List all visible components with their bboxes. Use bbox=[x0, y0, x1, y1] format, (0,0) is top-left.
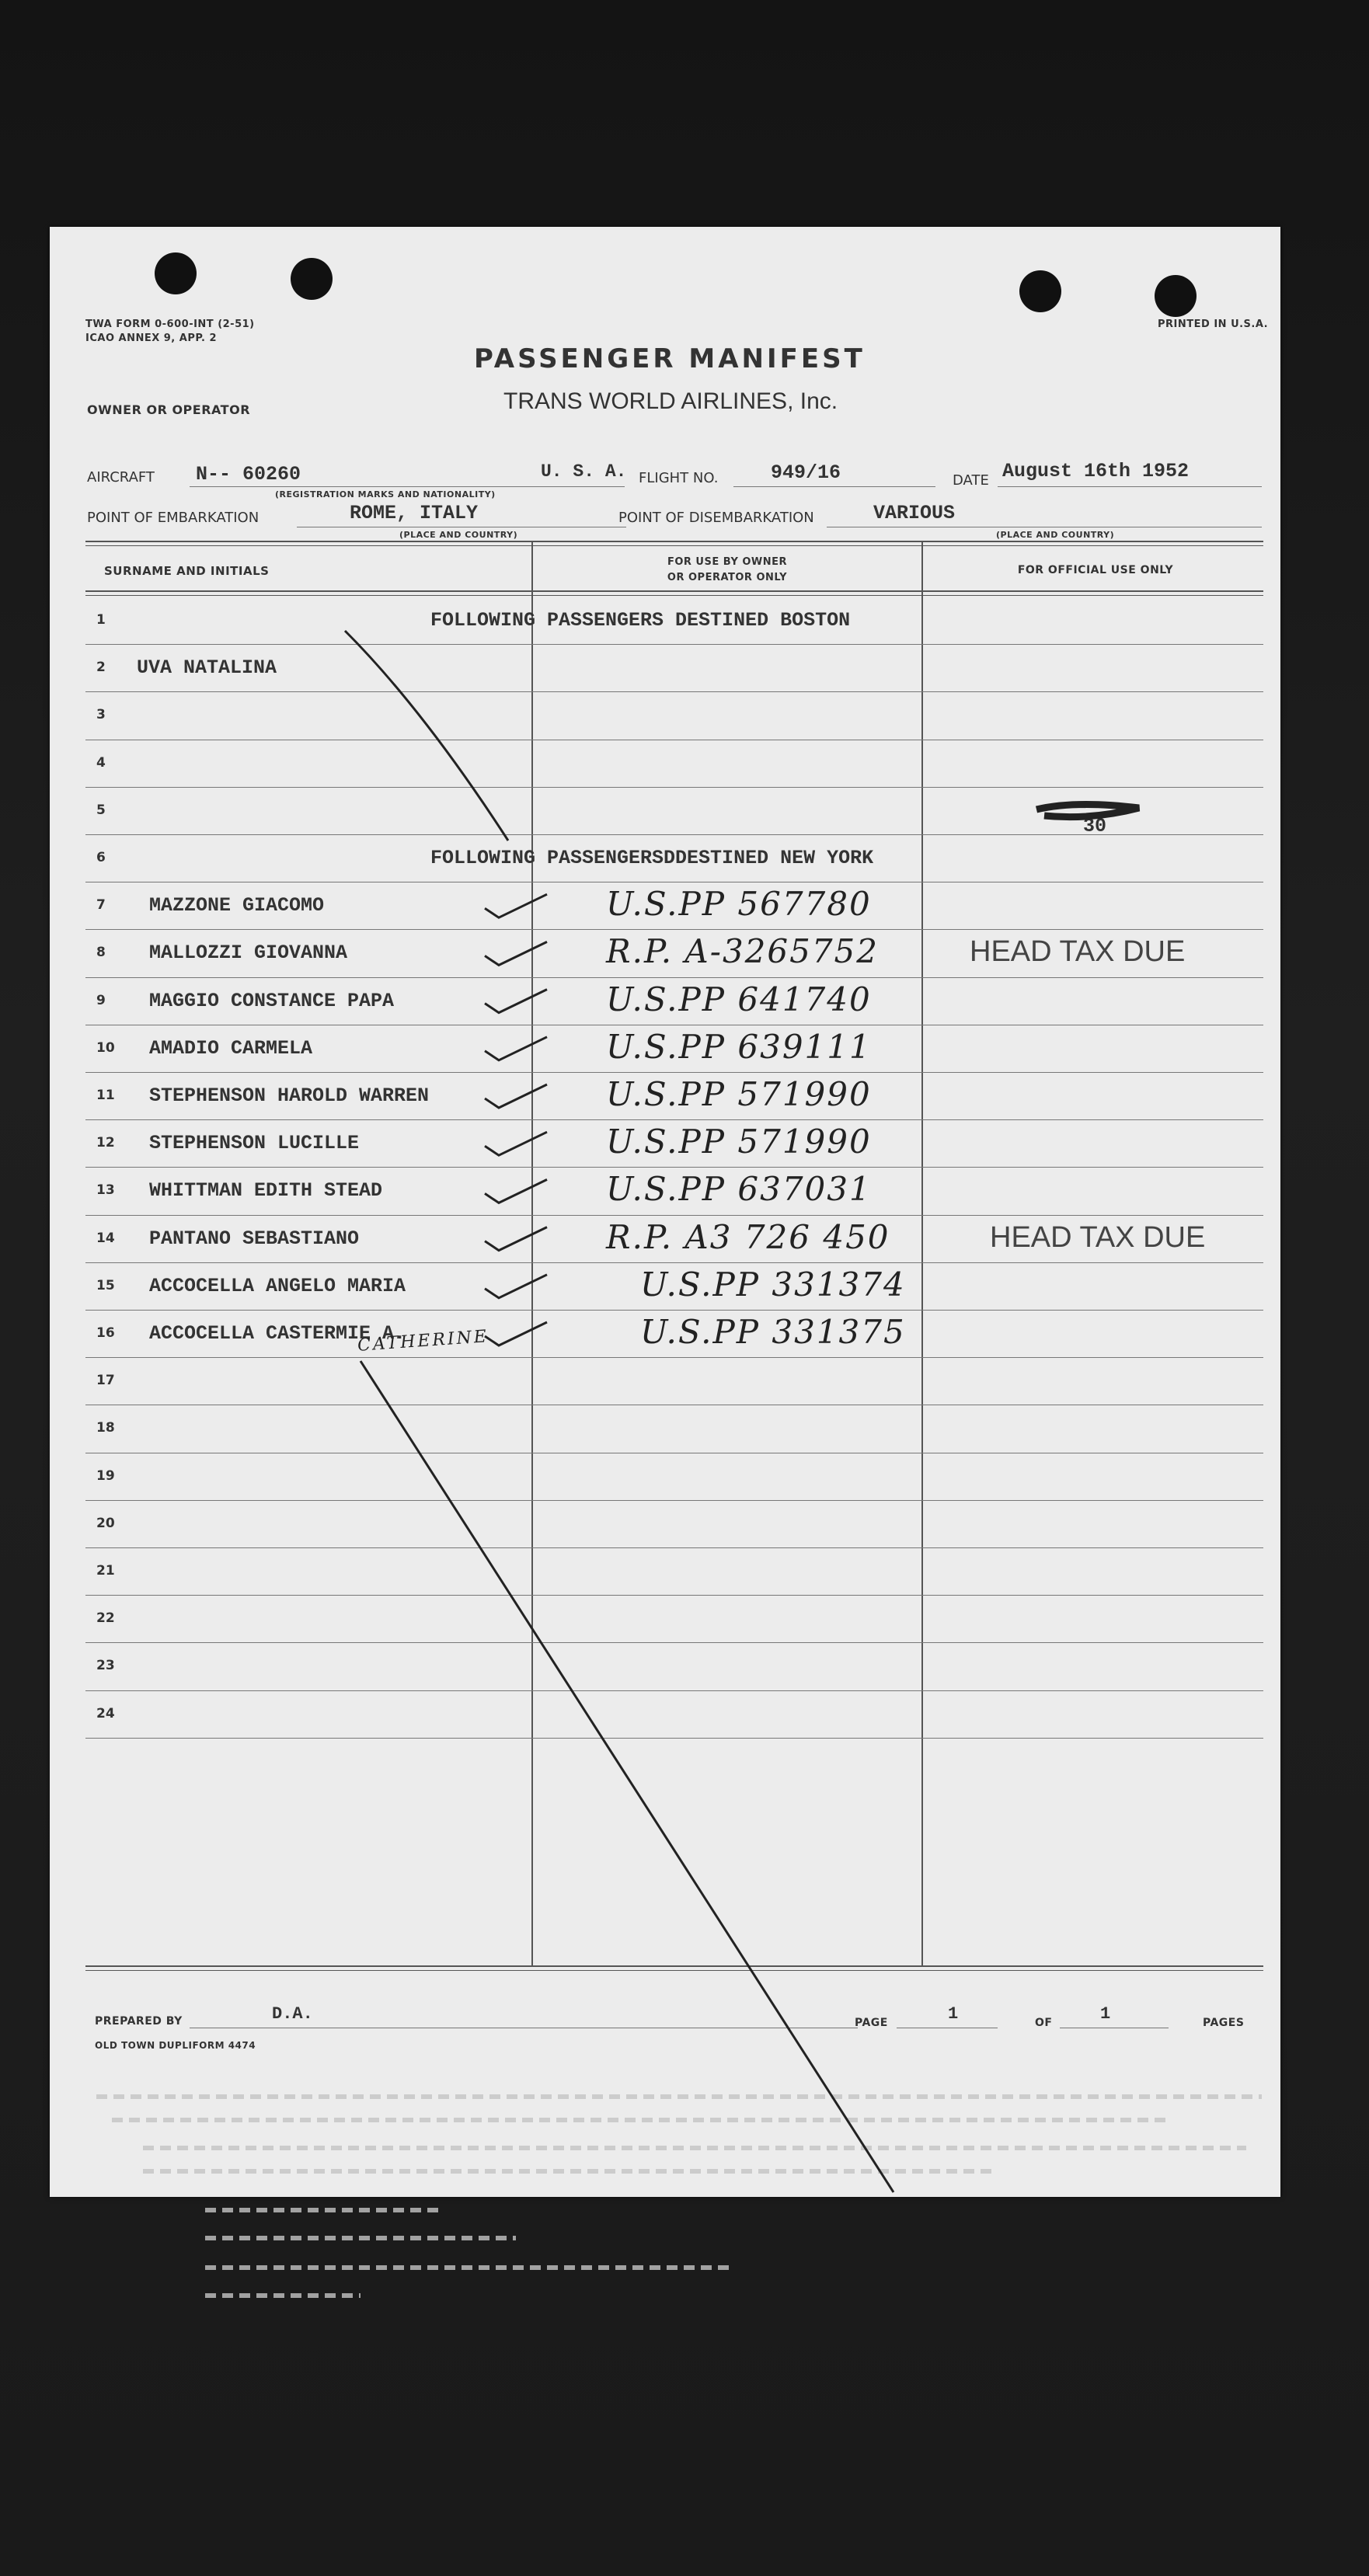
row-number: 24 bbox=[96, 1705, 115, 1721]
check-mark bbox=[485, 894, 547, 917]
bleed-through-5 bbox=[205, 2208, 438, 2212]
official-note: HEAD TAX DUE bbox=[990, 1220, 1206, 1254]
prepared-by-value: D.A. bbox=[272, 2004, 313, 2024]
check-marks bbox=[485, 894, 547, 1345]
disembarkation-value: VARIOUS bbox=[873, 502, 956, 524]
aircraft-label: AIRCRAFT bbox=[87, 469, 155, 486]
row-number: 13 bbox=[96, 1182, 115, 1199]
row-number: 9 bbox=[96, 992, 106, 1008]
official-number: 30 bbox=[1083, 814, 1107, 837]
passenger-name: MALLOZZI GIOVANNA bbox=[149, 942, 348, 965]
date-label: DATE bbox=[953, 472, 989, 489]
row-number: 23 bbox=[96, 1658, 115, 1674]
of-value: 1 bbox=[1100, 2004, 1111, 2024]
group-heading: FOLLOWING PASSENGERS DESTINED BOSTON bbox=[430, 609, 851, 632]
travel-document: U.S.PP 571990 bbox=[606, 1123, 872, 1161]
embark-caption: (PLACE AND COUNTRY) bbox=[399, 530, 518, 540]
printed-in-usa: PRINTED IN U.S.A. bbox=[1158, 319, 1269, 330]
passenger-name: MAGGIO CONSTANCE PAPA bbox=[149, 989, 395, 1012]
row-number: 3 bbox=[96, 707, 106, 723]
row-number: 5 bbox=[96, 802, 106, 818]
of-label: OF bbox=[1035, 2017, 1053, 2029]
row-number: 6 bbox=[96, 850, 106, 865]
check-mark bbox=[485, 1227, 547, 1251]
nationality-value: U. S. A. bbox=[541, 461, 627, 482]
page-label: PAGE bbox=[855, 2017, 888, 2029]
travel-document: R.P. A-3265752 bbox=[606, 932, 879, 971]
passenger-name: AMADIO CARMELA bbox=[149, 1036, 313, 1060]
row-number: 15 bbox=[96, 1277, 115, 1293]
check-mark bbox=[485, 990, 547, 1013]
embarkation-value: ROME, ITALY bbox=[350, 502, 479, 524]
check-mark bbox=[485, 1037, 547, 1060]
bleed-through-7 bbox=[205, 2265, 733, 2270]
check-mark bbox=[485, 942, 547, 965]
passenger-name: ACCOCELLA ANGELO MARIA bbox=[149, 1274, 406, 1297]
col-header-official: FOR OFFICIAL USE ONLY bbox=[1017, 564, 1174, 576]
passenger-name: STEPHENSON LUCILLE bbox=[149, 1132, 360, 1155]
catherine-annotation: CATHERINE bbox=[357, 1327, 489, 1356]
travel-document: U.S.PP 641740 bbox=[606, 980, 872, 1018]
travel-document: R.P. A3 726 450 bbox=[606, 1217, 890, 1256]
row-number: 14 bbox=[96, 1230, 115, 1246]
bleed-through-8 bbox=[205, 2293, 361, 2298]
passenger-name: ACCOCELLA CASTERMIE A. bbox=[149, 1322, 406, 1345]
disembark-caption: (PLACE AND COUNTRY) bbox=[996, 530, 1115, 540]
registration-caption: (REGISTRATION MARKS AND NATIONALITY) bbox=[275, 489, 496, 500]
col-header-owner-2: OR OPERATOR ONLY bbox=[667, 572, 788, 583]
large-diagonal-stroke bbox=[361, 1361, 894, 2192]
col-header-owner-1: FOR USE BY OWNER bbox=[667, 556, 788, 568]
embarkation-label: POINT OF EMBARKATION bbox=[87, 510, 260, 526]
check-mark bbox=[485, 1322, 547, 1345]
row-number: 19 bbox=[96, 1467, 115, 1484]
row-number: 4 bbox=[96, 754, 106, 771]
row-number: 16 bbox=[96, 1325, 115, 1341]
travel-document: U.S.PP 331375 bbox=[640, 1313, 906, 1351]
row-number: 21 bbox=[96, 1563, 115, 1579]
row-number: 2 bbox=[96, 660, 106, 676]
col-header-surname: SURNAME AND INITIALS bbox=[104, 564, 270, 578]
manifest-sheet bbox=[50, 227, 1280, 2197]
row-number: 20 bbox=[96, 1515, 115, 1531]
scribble-mark bbox=[1036, 804, 1139, 816]
passenger-name: UVA NATALINA bbox=[137, 656, 277, 680]
passenger-name: WHITTMAN EDITH STEAD bbox=[149, 1179, 383, 1203]
row-number: 8 bbox=[96, 945, 106, 961]
travel-document: U.S.PP 567780 bbox=[606, 885, 872, 924]
check-mark bbox=[485, 1132, 547, 1155]
disembarkation-label: POINT OF DISEMBARKATION bbox=[618, 510, 814, 526]
owner-operator-label: OWNER OR OPERATOR bbox=[87, 402, 251, 417]
passenger-name: PANTANO SEBASTIANO bbox=[149, 1227, 360, 1250]
passenger-name: MAZZONE GIACOMO bbox=[149, 894, 325, 917]
group-heading: FOLLOWING PASSENGERSDDESTINED NEW YORK bbox=[430, 847, 874, 869]
date-value: August 16th 1952 bbox=[1002, 460, 1190, 482]
bleed-through-6 bbox=[205, 2236, 516, 2240]
form-code-line1: TWA FORM 0-600-INT (2-51) bbox=[85, 319, 255, 330]
row-number: 10 bbox=[96, 1039, 115, 1056]
printer-label: OLD TOWN DUPLIFORM 4474 bbox=[95, 2040, 256, 2051]
travel-document: U.S.PP 637031 bbox=[606, 1170, 872, 1209]
check-mark bbox=[485, 1179, 547, 1203]
row-number: 7 bbox=[96, 897, 106, 914]
flight-value: 949/16 bbox=[771, 461, 841, 484]
manifest-title: PASSENGER MANIFEST bbox=[474, 343, 866, 374]
airline-name: TRANS WORLD AIRLINES, Inc. bbox=[503, 388, 838, 414]
row-number: 17 bbox=[96, 1373, 115, 1389]
check-mark bbox=[485, 1275, 547, 1298]
row-number: 12 bbox=[96, 1135, 115, 1151]
boston-cancel-stroke bbox=[345, 631, 508, 841]
row-number: 22 bbox=[96, 1610, 115, 1627]
travel-document: U.S.PP 639111 bbox=[606, 1027, 872, 1066]
row-number: 11 bbox=[96, 1088, 115, 1103]
pages-label: PAGES bbox=[1203, 2017, 1245, 2029]
prepared-by-label: PREPARED BY bbox=[95, 2015, 183, 2028]
travel-document: U.S.PP 331374 bbox=[640, 1265, 906, 1304]
ink-marks bbox=[50, 227, 1280, 2197]
flight-label: FLIGHT NO. bbox=[639, 470, 719, 486]
aircraft-value: N-- 60260 bbox=[196, 463, 301, 486]
row-number: 18 bbox=[96, 1420, 115, 1436]
travel-document: U.S.PP 571990 bbox=[606, 1075, 872, 1113]
check-mark bbox=[485, 1084, 547, 1108]
page-value: 1 bbox=[948, 2004, 959, 2024]
form-code-line2: ICAO ANNEX 9, APP. 2 bbox=[85, 332, 218, 344]
passenger-name: STEPHENSON HAROLD WARREN bbox=[149, 1084, 430, 1107]
official-note: HEAD TAX DUE bbox=[970, 935, 1186, 969]
row-number: 1 bbox=[96, 612, 106, 628]
